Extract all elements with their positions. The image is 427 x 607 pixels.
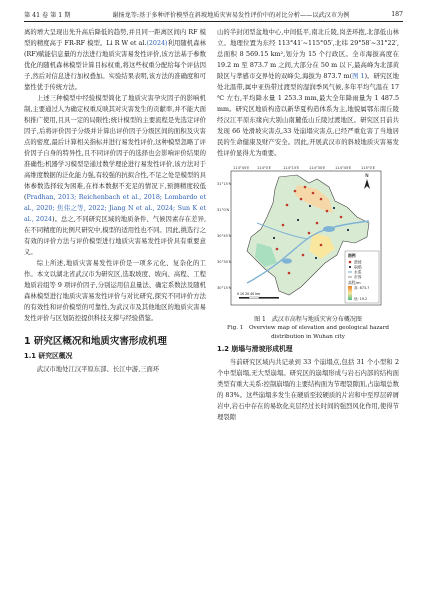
paragraph-text: 离的增大呈现出先升高后降低的趋势,并且同一距离区间内 RF 模型的精度高于 FR-RF 模型。 [24,29,206,47]
figure-ref-link[interactable]: 图 1 [352,73,365,80]
elev-low-label: 低: 19.2 [354,297,368,301]
figure-1-map [217,163,399,313]
figure-caption-en-2: distribution in Wuhan city [271,333,345,340]
paragraph-text: )。研究区地处北温带,属中亚热带过渡型的湿润季风气候,多年平均气温在 17 ℃ 左右,平均降水量 1 253.3 mm,最大全年降雨量为 1 487.5 mm。研究区地质构造以新华夏构造体系为主,地貌属鄂东南丘陵经汉江平原东缘向大别山南麓低山丘陵过渡地区。研究区目前共发现 66 处滑坡灾害点,33 处崩塌灾害点,已经严重危害了当地居民的生命健康及财产安全。因此,开展武汉市的斜坡地质灾害易发性评价显得尤为重要。 [217,73,399,157]
paragraph: 武汉市地处江汉平原东部、长江中游,三面环 [36,366,160,373]
left-column [24,27,206,375]
paragraph-text: 利用随机森林(RF)赋能信息量的方法进行地质灾害易发性评价,该方法基于参数优化的随机森林模型计算目标权重,将这些权重分配给每个评估因子,然后对信息进行加权叠加。实验结果表明,该方法的准确度和可靠性优于传统方法。 [24,40,206,91]
figure-caption-en: Fig. 1 Overview map of elevation and geological hazard [226,325,389,331]
right-column [217,27,399,423]
lat-label: 30°30′N [217,260,232,264]
paragraph: 综上所述,地质灾害易发性评价是一项多元化、复杂化的工作。本文以湖北省武汉市为研究区,选取坡度、坡向、高程、工程地质岩组等 9 项评价因子,分别运用信息量法、确定系数法及随机森林模型进行地质灾害易发性评价与对比研究,探究不同评价方法的有效性和评价模型的可靠性,为武汉市及其他地区的地质灾害易发性评价与区划防控提供科技支撑与经验借鉴。 [24,260,206,322]
longitude-labels [233,166,376,170]
lat-label: 30°45′N [217,234,232,238]
legend-item: 高程/m [348,280,361,285]
section-heading: 1 研究区概况和地质灾害形成机理 [24,336,167,347]
lon-label: 114°30′E [309,166,326,170]
lat-label: 31°0′N [217,208,230,212]
lat-label: 31°15′N [217,182,232,186]
journal-volume: 第 41 卷 第 1 期 [24,11,71,19]
author-name: Li R W et al. [106,40,147,47]
north-label: N [365,174,369,179]
paragraph [217,27,399,159]
subsection-heading: 1.2 崩塌与滑坡形成机理 [217,345,293,353]
map-svg [217,163,399,313]
paragraph [24,27,206,93]
lon-label: 114°15′E [283,166,300,170]
lake [282,258,292,263]
latitude-labels [217,182,232,290]
legend-item: 滑坡 [354,259,362,265]
legend-item: 崩塌 [354,264,362,270]
legend [345,251,379,303]
paragraph [24,93,206,258]
lon-label: 114°0′E [257,166,272,170]
header-rule [24,21,403,22]
legend-title: 图例 [348,253,356,258]
running-title: 谢扬龙等:基于多种评价模型在斜坡地质灾害易发性评价中的对比分析——以武汉市为例 [112,11,350,19]
lon-label: 114°45′E [335,166,352,170]
lat-label: 30°15′N [217,286,232,290]
subsection-heading: 1.1 研究区概况 [24,352,73,360]
running-header [24,8,403,20]
legend-item: 市界 [354,274,362,280]
lon-label: 113°45′E [233,166,250,170]
scale-label: 0 10 20 40 km [237,292,261,296]
paragraph: 当前研究区域内共记录到 33 个崩塌点,包括 31 个小型和 2 个中型崩塌,无大型崩塌。研究区的崩塌形成与岩石内部的结构面类型有重大关系:控制崩塌的主要结构面为节理裂隙面,占崩塌总数的 83%。这些崩塌多发生在硬质至较硬质的片岩和中至厚层碎屑岩中,岩石中存在的易软化夹层经过长时间的强烈风化作用,使得节理裂隙 [217,359,399,421]
paragraph-text: )。总之,不同研究区域的地质条件、气候因素存在差异,在不同精度的比例尺研究中,模型的适用性也不同。因此,挑选行之有效的评价方法与评价模型进行地质灾害易发性评价具有重要意义。 [24,216,206,256]
paragraph-text: 上述三种模型中经验模型简化了地质灾害孕灾因子的影响机制,主要通过人为确定权重反映其对灾害发生的贡献率,并不能大面积推广使用,且具一定的局限性;统计模型的主要流程是先选定评价因子,后将评价因子分级并计算出评价因子分级区间的面积及灾害点的密度,最后计算相关指标并进行易发性评价,这种模型忽略了评价因子自身的特异性,且不同评价因子的选择也会影响评价结果的准确性;机器学习模型是通过数学理论进行易发性评价,该方法对于高维度数据的泛化能力强,有较强的抗拟合性,不足之处是模型的具体参数选择较为困难,在样本数据不充足的情况下,预测精度较低( [24,95,206,201]
page-number: 187 [391,10,403,18]
paragraph-text: 山的半封闭型盆地中心,中间低平,南北丘陵,岗垄环抱,北部低山林立。地理位置为东经 113°41′~115°05′,北纬 29°58′~31°22′,总面积 8 569.15 km²,划分为 15 个行政区。全市海拔高度在 19.2 m 至 873.7 m 之间,大部分在 50 m 以下,最高峰为北部黄陂区与孝感市交界处的双峰尖,海拔为 873.7 m( [217,29,399,80]
citation-link[interactable]: (2024) [146,40,168,47]
lake [323,226,335,232]
legend-item: 水系 [354,269,362,275]
citation-link[interactable]: Pradhan, 2013; Reichenbach et al., 2018; Lombardo et al., 2020; 焦伟之等, 2022; Jiang N et al., 2024; Sun K et al., 2024 [24,194,206,223]
figure-caption-cn: 图 1 武汉市高程与地质灾害分布概况图 [254,316,362,323]
elev-high-label: 高: 873.7 [354,286,370,290]
lon-label: 115°0′E [361,166,376,170]
